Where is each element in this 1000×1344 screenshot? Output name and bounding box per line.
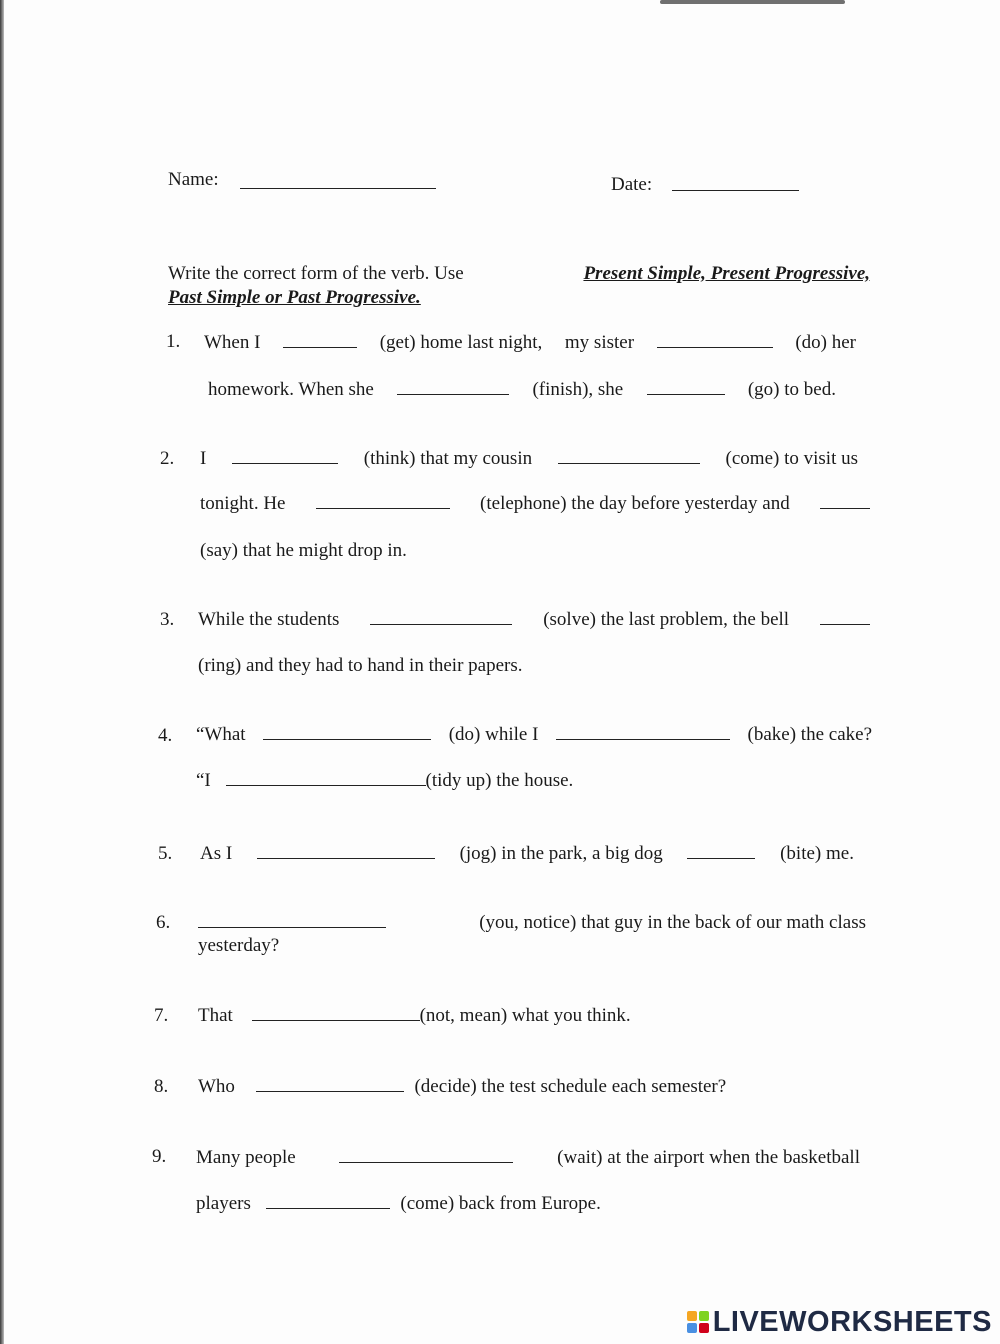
- page-top-mark: [660, 0, 845, 4]
- item-6-line-2: yesterday?: [198, 935, 280, 956]
- item-4-line-2: “I (tidy up) the house.: [196, 770, 574, 791]
- logo-square-icon: [687, 1311, 697, 1321]
- answer-blank[interactable]: [283, 331, 357, 348]
- item-8-line-1: Who (decide) the test schedule each semester?: [198, 1076, 727, 1097]
- answer-blank[interactable]: [316, 492, 450, 509]
- tenses-line2: Past Simple or Past Progressive.: [168, 287, 421, 308]
- answer-blank[interactable]: [198, 911, 386, 928]
- item-number: 5.: [158, 843, 173, 864]
- answer-blank[interactable]: [657, 331, 773, 348]
- answer-blank[interactable]: [370, 608, 512, 625]
- answer-blank[interactable]: [256, 1075, 404, 1092]
- instructions-text: Write the correct form of the verb. Use: [168, 263, 464, 284]
- answer-blank[interactable]: [820, 492, 870, 509]
- item-6-line-1: (you, notice) that guy in the back of our math class: [198, 911, 866, 935]
- item-1-line-1: When I (get) home last night, my sister (do) her: [204, 332, 856, 353]
- answer-blank[interactable]: [339, 1146, 513, 1163]
- answer-blank[interactable]: [252, 1004, 420, 1021]
- item-5-line-1: As I (jog) in the park, a big dog (bite) me.: [200, 843, 854, 864]
- item-9-line-1: Many people (wait) at the airport when the basketball: [196, 1147, 860, 1168]
- tenses-line1: Present Simple, Present Progressive,: [583, 263, 870, 284]
- answer-blank[interactable]: [266, 1192, 390, 1209]
- date-label: Date:: [611, 174, 653, 195]
- liveworksheets-watermark: [687, 1306, 992, 1338]
- date-field[interactable]: [672, 190, 799, 191]
- watermark-text: LIVEWORKSHEETS: [712, 1305, 992, 1338]
- item-1-line-2: homework. When she (finish), she (go) to bed.: [208, 379, 836, 400]
- item-number: 7.: [154, 1005, 169, 1026]
- answer-blank[interactable]: [257, 842, 435, 859]
- logo-square-icon: [687, 1323, 697, 1333]
- item-number: 4.: [158, 725, 173, 746]
- item-2-line-3: (say) that he might drop in.: [200, 540, 407, 561]
- answer-blank[interactable]: [232, 447, 338, 464]
- item-3-line-2: (ring) and they had to hand in their papers.: [198, 655, 523, 676]
- instructions: [168, 262, 878, 310]
- answer-blank[interactable]: [263, 723, 431, 740]
- item-number: 1.: [166, 331, 181, 352]
- name-label: Name:: [168, 169, 219, 190]
- item-number: 2.: [160, 448, 175, 469]
- liveworksheets-logo-icon: [687, 1311, 709, 1333]
- logo-square-icon: [699, 1323, 709, 1333]
- answer-blank[interactable]: [226, 769, 426, 786]
- page-edge-shadow: [0, 0, 4, 1344]
- answer-blank[interactable]: [647, 378, 725, 395]
- item-number: 8.: [154, 1076, 169, 1097]
- item-2-line-1: I (think) that my cousin (come) to visit us: [200, 448, 858, 469]
- answer-blank[interactable]: [556, 723, 730, 740]
- item-number: 3.: [160, 609, 175, 630]
- item-number: 6.: [156, 912, 171, 933]
- answer-blank[interactable]: [397, 378, 509, 395]
- answer-blank[interactable]: [558, 447, 700, 464]
- item-4-line-1: “What (do) while I (bake) the cake?: [196, 724, 872, 745]
- answer-blank[interactable]: [687, 842, 755, 859]
- answer-blank[interactable]: [820, 608, 870, 625]
- item-3-line-1: While the students (solve) the last problem, the bell: [198, 608, 870, 632]
- name-field[interactable]: [240, 188, 436, 189]
- item-7-line-1: That (not, mean) what you think.: [198, 1005, 631, 1026]
- item-2-line-2: tonight. He (telephone) the day before yesterday and: [200, 492, 870, 516]
- item-number: 9.: [152, 1146, 167, 1167]
- item-9-line-2: players (come) back from Europe.: [196, 1193, 601, 1214]
- logo-square-icon: [699, 1311, 709, 1321]
